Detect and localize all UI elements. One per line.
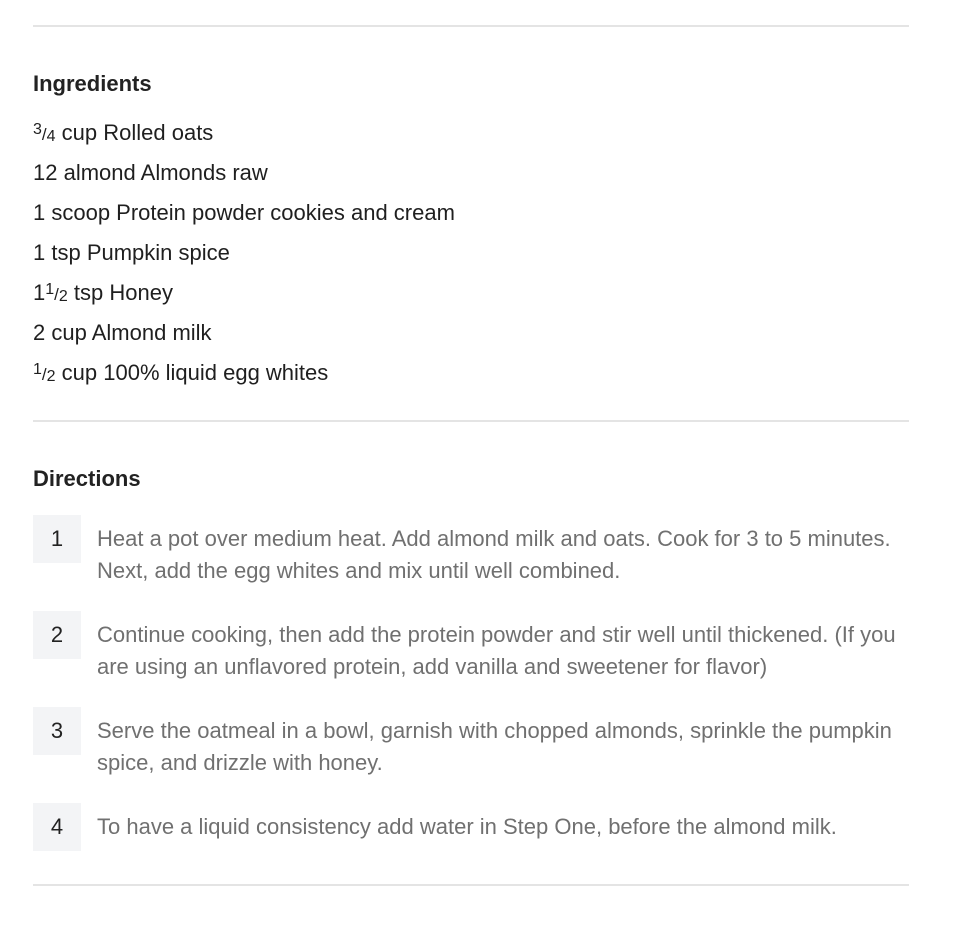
ingredient-qty-whole: 1 bbox=[33, 200, 46, 225]
ingredient-qty-fraction: $^3/_4$ bbox=[33, 121, 56, 145]
step-text: Serve the oatmeal in a bowl, garnish with chopped almonds, sprinkle the pumpkin spice, and drizzle with honey. bbox=[97, 718, 892, 775]
ingredient-text: almond Almonds raw bbox=[57, 160, 268, 185]
step-text: Heat a pot over medium heat. Add almond milk and oats. Cook for 3 to 5 minutes. Next, add the egg whites and mix until well combined. bbox=[97, 526, 891, 583]
ingredients-heading: Ingredients bbox=[33, 71, 152, 96]
step-number: 1 bbox=[33, 515, 81, 563]
ingredient-text: cup Rolled oats bbox=[55, 120, 214, 145]
ingredient-qty-whole: 12 bbox=[33, 160, 58, 185]
direction-step bbox=[33, 611, 909, 683]
ingredient-qty-whole: 2 bbox=[33, 320, 46, 345]
direction-step bbox=[33, 515, 909, 587]
ingredient-item bbox=[33, 153, 909, 193]
recipe-content bbox=[33, 0, 909, 886]
section-divider bbox=[33, 420, 909, 422]
step-text: Continue cooking, then add the protein powder and stir well until thickened. (If you are using an unflavored protein, add vanilla and sweetener for flavor) bbox=[97, 622, 896, 679]
ingredient-item bbox=[33, 313, 909, 353]
ingredient-qty-whole: 1 bbox=[33, 240, 46, 265]
ingredient-text: scoop Protein powder cookies and cream bbox=[45, 200, 455, 225]
fraction-denominator: 2 bbox=[58, 288, 68, 305]
ingredient-item bbox=[33, 353, 909, 393]
ingredient-qty-whole: 1 bbox=[33, 280, 46, 305]
ingredient-list bbox=[33, 113, 909, 393]
fraction-denominator: 2 bbox=[46, 368, 56, 385]
direction-steps bbox=[33, 515, 909, 851]
ingredient-text: cup 100% liquid egg whites bbox=[55, 360, 329, 385]
ingredient-qty-fraction: $^1/_2$ bbox=[45, 281, 68, 305]
step-number: 3 bbox=[33, 707, 81, 755]
fraction-denominator: 4 bbox=[46, 128, 56, 145]
fraction-numerator: 1 bbox=[45, 281, 55, 298]
bottom-divider bbox=[33, 884, 909, 886]
fraction-numerator: 3 bbox=[33, 121, 42, 138]
directions-heading: Directions bbox=[33, 466, 141, 491]
step-number: 2 bbox=[33, 611, 81, 659]
fraction-numerator: 1 bbox=[33, 361, 42, 378]
ingredient-qty-fraction: $^1/_2$ bbox=[33, 361, 56, 385]
ingredient-item bbox=[33, 233, 909, 273]
direction-step bbox=[33, 707, 909, 779]
direction-step bbox=[33, 803, 909, 851]
ingredient-text: cup Almond milk bbox=[45, 320, 212, 345]
ingredient-item bbox=[33, 273, 909, 313]
ingredient-text: tsp Pumpkin spice bbox=[45, 240, 230, 265]
ingredient-item bbox=[33, 193, 909, 233]
step-number: 4 bbox=[33, 803, 81, 851]
ingredient-item bbox=[33, 113, 909, 153]
ingredient-text: tsp Honey bbox=[67, 280, 173, 305]
top-divider bbox=[33, 25, 909, 27]
step-text: To have a liquid consistency add water in Step One, before the almond milk. bbox=[97, 814, 837, 839]
